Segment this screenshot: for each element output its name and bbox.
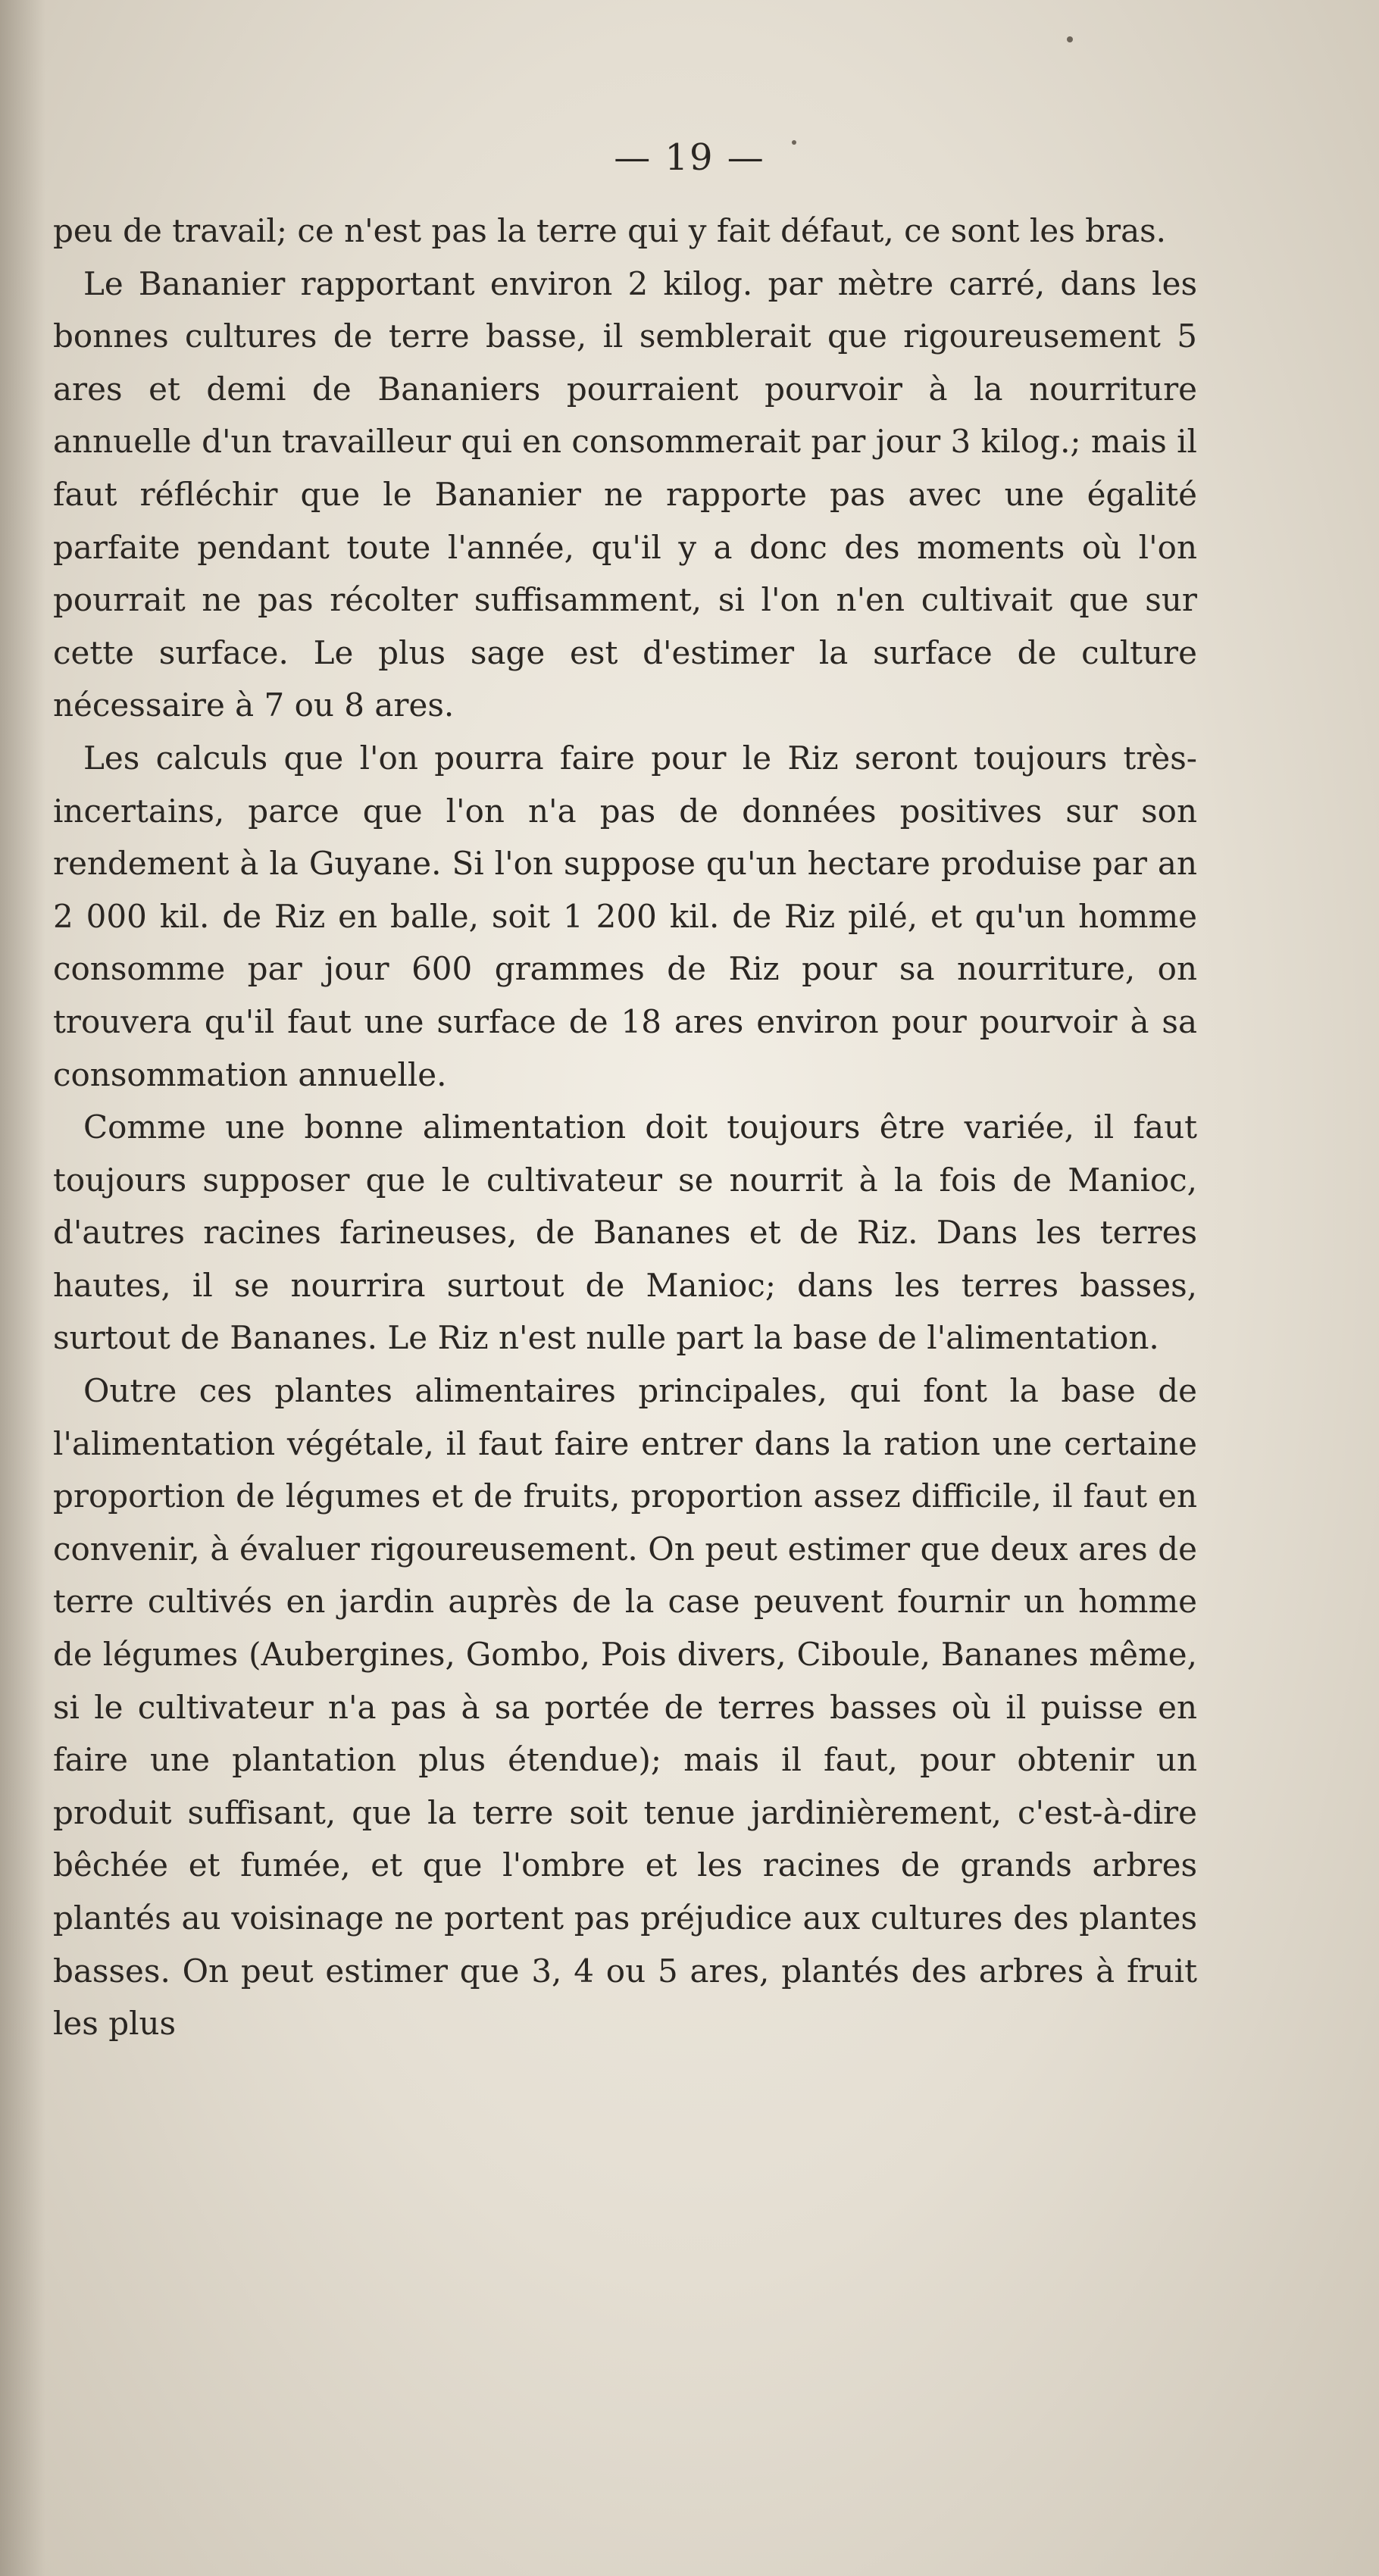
page-edge-shadow bbox=[0, 0, 45, 2576]
paragraph: Outre ces plantes alimentaires principales, qui font la base de l'alimentation végétale, il faut faire entrer dans la ration une certaine proportion de légumes et de fruits, proportion assez difficile, il faut en convenir, à évaluer rigoureusement. On peut estimer que deux ares de terre cultivés en jardin auprès de la case peuvent fournir un homme de légumes (Aubergines, Gombo, Pois divers, Ciboule, Bananes même, si le cultivateur n'a pas à sa portée de terres basses où il puisse en faire une plantation plus étendue); mais il faut, pour obtenir un produit suffisant, que la terre soit tenue jardinièrement, c'est-à-dire bêchée et fumée, et que l'ombre et les racines de grands arbres plantés au voisinage ne portent pas préjudice aux cultures des plantes basses. On peut estimer que 3, 4 ou 5 ares, plantés des arbres à fruit les plus bbox=[53, 1372, 1197, 2043]
paragraph: Les calculs que l'on pourra faire pour le Riz seront toujours très-incertains, parce que l'on n'a pas de données positives sur son rendement à la Guyane. Si l'on suppose qu'un hectare produise par an 2 000 kil. de Riz en balle, soit 1 200 kil. de Riz pilé, et qu'un homme consomme par jour 600 grammes de Riz pour sa nourriture, on trouvera qu'il faut une surface de 18 ares environ pour pourvoir à sa consommation annuelle. bbox=[53, 739, 1197, 1093]
page-number: — 19 — bbox=[614, 136, 765, 179]
paragraph: Le Bananier rapportant environ 2 kilog. par mètre carré, dans les bonnes cultures de terre basse, il semblerait que rigoureusement 5 ares et demi de Bananiers pourraient pourvoir à la nourriture annuelle d'un travailleur qui en consommerait par jour 3 kilog.; mais il faut réfléchir que le Bananier ne rapporte pas avec une égalité parfaite pendant toute l'année, qu'il y a donc des moments où l'on pourrait ne pas récolter suffisamment, si l'on n'en cultivait que sur cette surface. Le plus sage est d'estimer la surface de culture nécessaire à 7 ou 8 ares. bbox=[53, 264, 1197, 724]
paragraph: peu de travail; ce n'est pas la terre qui y fait défaut, ce sont les bras. bbox=[53, 212, 1167, 249]
paragraph: Comme une bonne alimentation doit toujours être variée, il faut toujours supposer que le cultivateur se nourrit à la fois de Manioc, d'autres racines farineuses, de Bananes et de Riz. Dans les terres hautes, il se nourrira surtout de Manioc; dans les terres basses, surtout de Bananes. Le Riz n'est nulle part la base de l'alimentation. bbox=[53, 1108, 1197, 1357]
body-text bbox=[53, 205, 1197, 2050]
paper-speck bbox=[1067, 36, 1073, 42]
